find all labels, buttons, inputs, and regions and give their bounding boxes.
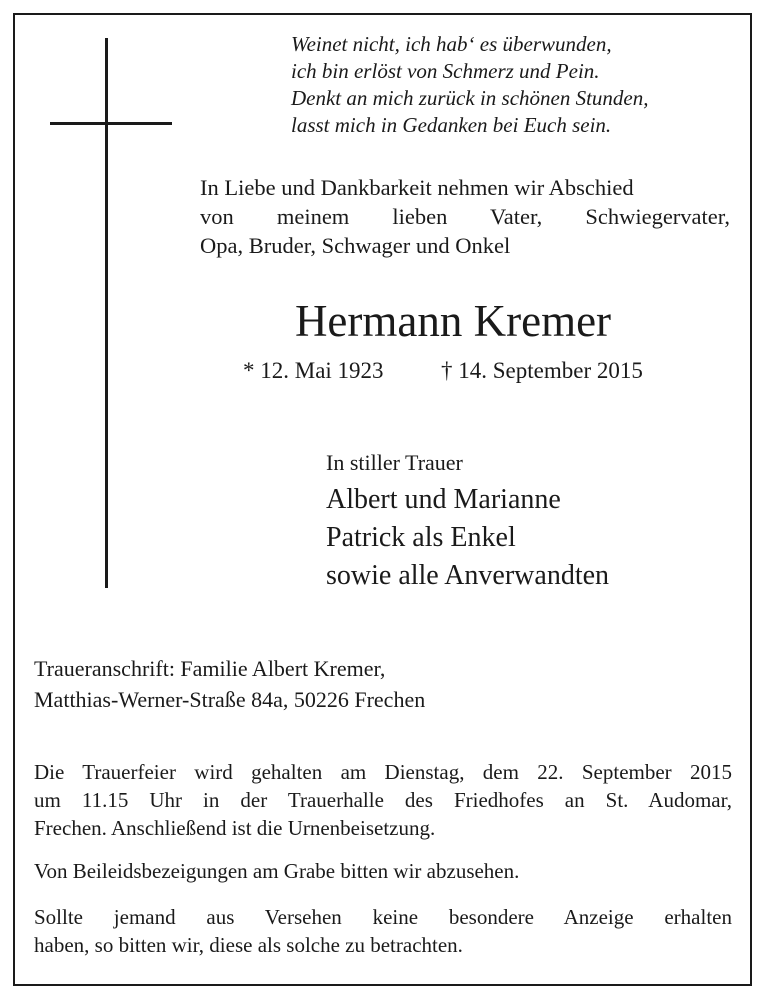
ceremony-notice <box>34 758 732 842</box>
cross-horizontal-bar <box>50 122 172 125</box>
poem-line: ich bin erlöst von Schmerz und Pein. <box>291 59 600 83</box>
mourners-heading: In stiller Trauer <box>326 450 463 475</box>
address-line: Matthias-Werner-Straße 84a, 50226 Frechen <box>34 687 426 712</box>
farewell-line: Opa, Bruder, Schwager und Onkel <box>200 233 511 258</box>
farewell-line: In Liebe und Dankbarkeit nehmen wir Abschied <box>200 175 634 200</box>
life-dates <box>243 356 643 386</box>
poem-line: Weinet nicht, ich hab‘ es überwunden, <box>291 32 612 56</box>
announcement-line: haben, so bitten wir, diese als solche zu betrachten. <box>34 933 463 957</box>
poem-line: lasst mich in Gedanken bei Euch sein. <box>291 113 612 137</box>
death-date: † 14. September 2015 <box>441 358 643 383</box>
mourning-address <box>34 653 425 715</box>
farewell-line: von meinem lieben Vater, Schwiegervater, <box>200 204 730 229</box>
mourner-name: Albert und Marianne <box>326 484 561 515</box>
ceremony-line: um 11.15 Uhr in der Trauerhalle des Friedhofes an St. Audomar, <box>34 788 732 812</box>
condolence-notice <box>34 857 732 885</box>
farewell-text <box>200 173 730 260</box>
birth-date: * 12. Mai 1923 <box>243 358 384 383</box>
ceremony-line: Die Trauerfeier wird gehalten am Dienstag, dem 22. September 2015 <box>34 760 732 784</box>
mourner-name: sowie alle Anverwandten <box>326 560 610 591</box>
condolence-line: Von Beileidsbezeigungen am Grabe bitten wir abzusehen. <box>34 859 520 883</box>
announcement-notice <box>34 903 732 959</box>
ceremony-line: Frechen. Anschließend ist die Urnenbeisetzung. <box>34 816 436 840</box>
deceased-name: Hermann Kremer <box>294 296 612 346</box>
announcement-line: Sollte jemand aus Versehen keine besondere Anzeige erhalten <box>34 905 732 929</box>
poem <box>291 31 649 139</box>
mourner-name: Patrick als Enkel <box>326 522 516 553</box>
poem-line: Denkt an mich zurück in schönen Stunden, <box>291 86 649 110</box>
mourners-list <box>326 481 609 595</box>
address-line: Traueranschrift: Familie Albert Kremer, <box>34 656 386 681</box>
